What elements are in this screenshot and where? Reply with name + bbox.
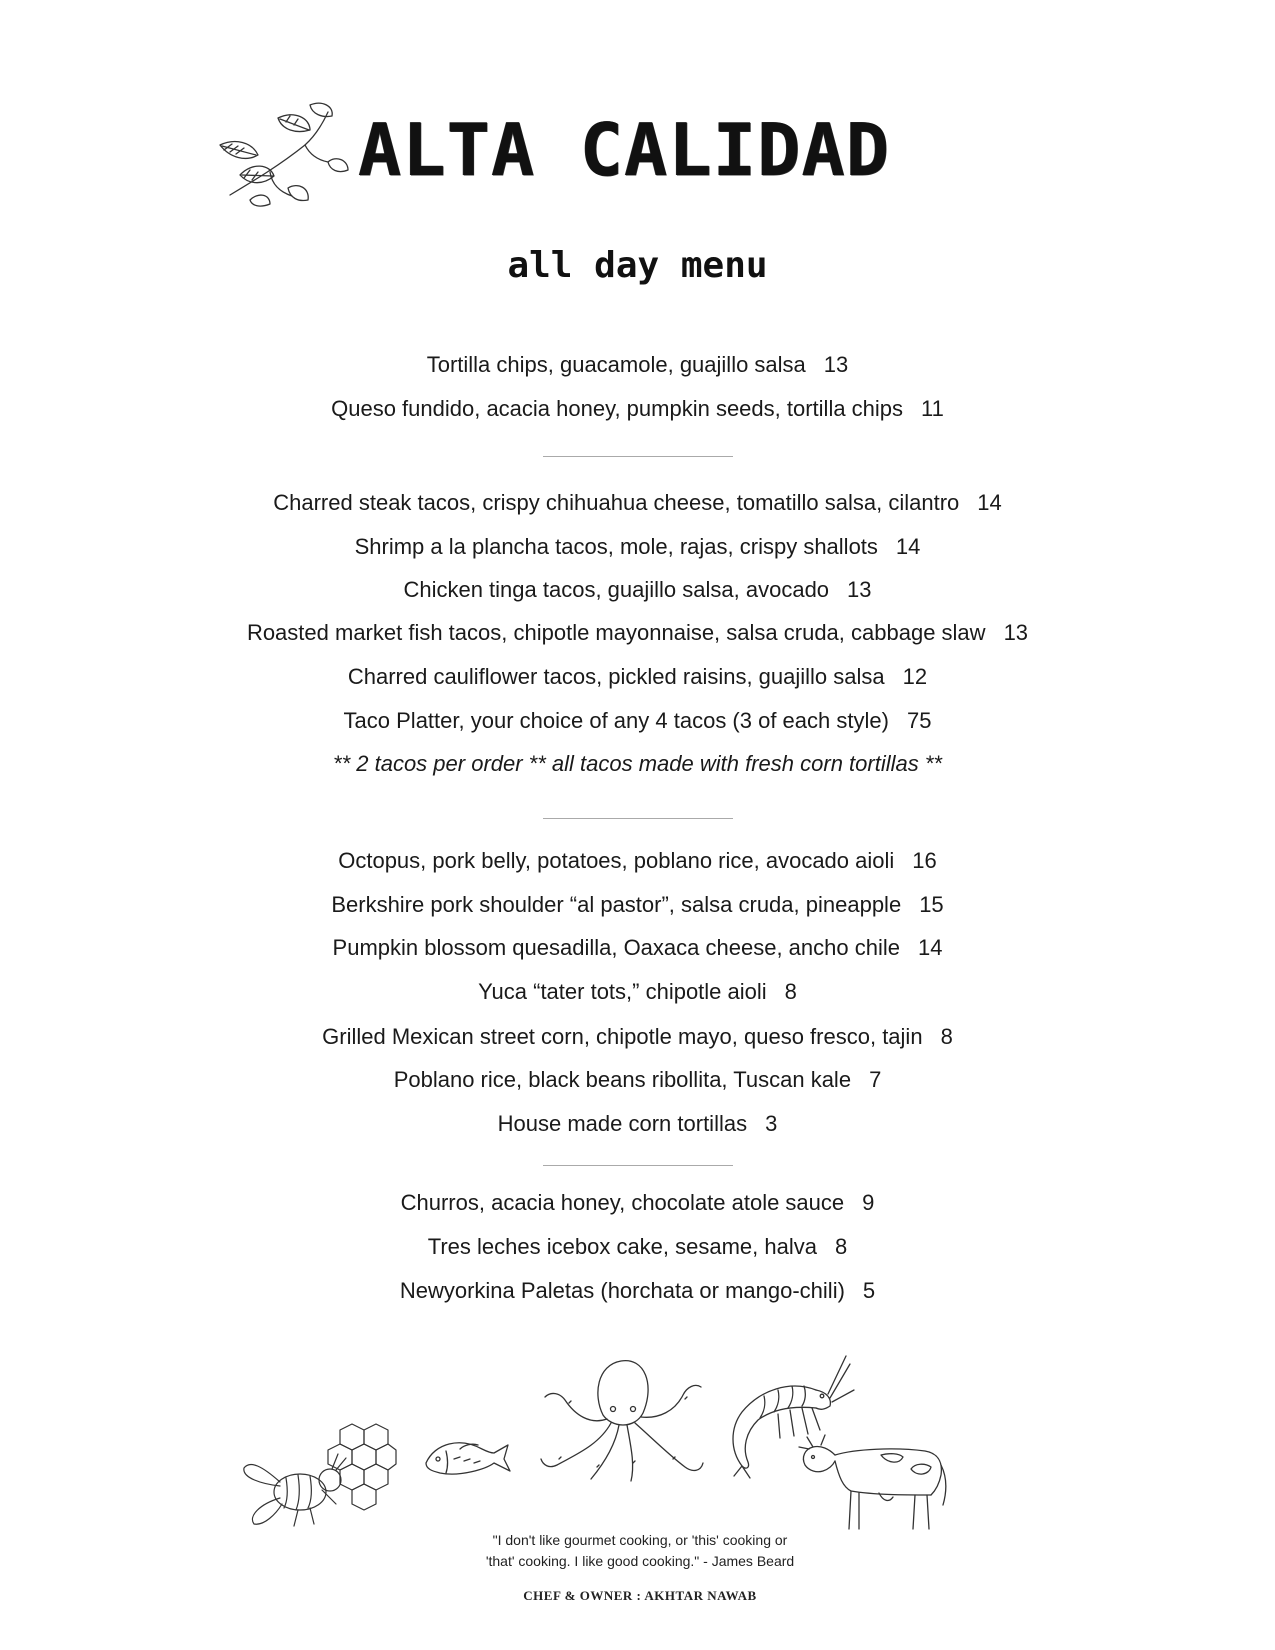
menu-item-price: 14 xyxy=(917,935,943,960)
menu-item xyxy=(0,620,1275,646)
taco-note: ** 2 tacos per order ** all tacos made with fresh corn tortillas ** xyxy=(333,751,942,776)
section-divider xyxy=(543,1165,733,1166)
menu-header xyxy=(210,100,930,210)
menu-item-name: Berkshire pork shoulder “al pastor”, salsa cruda, pineapple xyxy=(331,892,902,917)
menu-item-price: 14 xyxy=(977,490,1002,515)
menu-item-price: 8 xyxy=(784,979,797,1004)
menu-item-name: Grilled Mexican street corn, chipotle mayo, queso fresco, tajin xyxy=(322,1024,923,1049)
menu-item-name: Yuca “tater tots,” chipotle aioli xyxy=(478,979,767,1004)
menu-item-name: Churros, acacia honey, chocolate atole sauce xyxy=(400,1190,845,1215)
menu-item-price: 16 xyxy=(912,848,937,873)
menu-item-name: Shrimp a la plancha tacos, mole, rajas, crispy shallots xyxy=(354,534,878,559)
menu-item-price: 12 xyxy=(902,664,928,689)
menu-item-price: 11 xyxy=(921,396,944,421)
restaurant-name: ALTA CALIDAD xyxy=(358,108,891,192)
section-divider xyxy=(543,818,733,819)
menu-item xyxy=(0,708,1275,734)
menu-item-price: 13 xyxy=(847,577,872,602)
menu-item-name: Taco Platter, your choice of any 4 tacos (3 of each style) xyxy=(343,708,889,733)
menu-item xyxy=(0,848,1275,874)
menu-item xyxy=(0,396,1275,422)
menu-item xyxy=(0,892,1275,918)
menu-item-name: Chicken tinga tacos, guajillo salsa, avocado xyxy=(403,577,830,602)
menu-item-name: Charred cauliflower tacos, pickled raisins, guajillo salsa xyxy=(347,664,885,689)
menu-item xyxy=(0,979,1275,1005)
fish-icon xyxy=(420,1415,515,1485)
menu-item-name: House made corn tortillas xyxy=(497,1111,748,1136)
menu-item-name: Pumpkin blossom quesadilla, Oaxaca cheese, ancho chile xyxy=(332,935,900,960)
menu-item xyxy=(0,534,1275,560)
octopus-icon xyxy=(535,1355,710,1485)
leaf-branch-icon xyxy=(210,100,360,210)
menu-item-name: Newyorkina Paletas (horchata or mango-chili) xyxy=(399,1278,845,1303)
menu-item-name: Octopus, pork belly, potatoes, poblano rice, avocado aioli xyxy=(338,848,895,873)
quote-line: 'that' cooking. I like good cooking." - James Beard xyxy=(485,1553,795,1569)
menu-item xyxy=(0,664,1275,690)
menu-item-name: Charred steak tacos, crispy chihuahua cheese, tomatillo salsa, cilantro xyxy=(273,490,960,515)
menu-item-price: 14 xyxy=(895,534,921,559)
menu-item xyxy=(0,1278,1275,1304)
quote-line: "I don't like gourmet cooking, or 'this' cooking or xyxy=(492,1532,788,1548)
menu-item xyxy=(0,935,1275,961)
menu-item xyxy=(0,1234,1275,1260)
menu-item-name: Poblano rice, black beans ribollita, Tuscan kale xyxy=(393,1067,852,1092)
menu-item-name: Tres leches icebox cake, sesame, halva xyxy=(427,1234,817,1259)
menu-item-price: 13 xyxy=(1003,620,1029,645)
menu-item-price: 7 xyxy=(869,1067,882,1092)
menu-item-price: 3 xyxy=(765,1111,778,1136)
menu-item xyxy=(0,577,1275,603)
menu-item-price: 8 xyxy=(940,1024,953,1049)
menu-item-price: 5 xyxy=(862,1278,876,1303)
menu-item xyxy=(0,1067,1275,1093)
menu-item-price: 8 xyxy=(835,1234,848,1259)
menu-item xyxy=(0,1190,1275,1216)
james-beard-quote xyxy=(455,1530,825,1572)
cow-icon xyxy=(795,1425,950,1535)
menu-item-price: 9 xyxy=(862,1190,875,1215)
menu-item-name: Roasted market fish tacos, chipotle mayonnaise, salsa cruda, cabbage slaw xyxy=(246,620,986,645)
bee-honeycomb-icon xyxy=(240,1420,400,1535)
menu-item-price: 75 xyxy=(906,708,932,733)
menu-item xyxy=(0,352,1275,378)
menu-item xyxy=(0,490,1275,516)
menu-item xyxy=(0,1111,1275,1137)
menu-item xyxy=(0,1024,1275,1050)
menu-subtitle: all day menu xyxy=(507,245,768,286)
menu-item-name: Queso fundido, acacia honey, pumpkin seeds, tortilla chips xyxy=(331,396,904,421)
menu-item-price: 15 xyxy=(919,892,944,917)
chef-credit: CHEF & OWNER : AKHTAR NAWAB xyxy=(523,1588,757,1603)
menu-item-name: Tortilla chips, guacamole, guajillo salsa xyxy=(426,352,806,377)
menu-item-price: 13 xyxy=(823,352,849,377)
section-divider xyxy=(543,456,733,457)
